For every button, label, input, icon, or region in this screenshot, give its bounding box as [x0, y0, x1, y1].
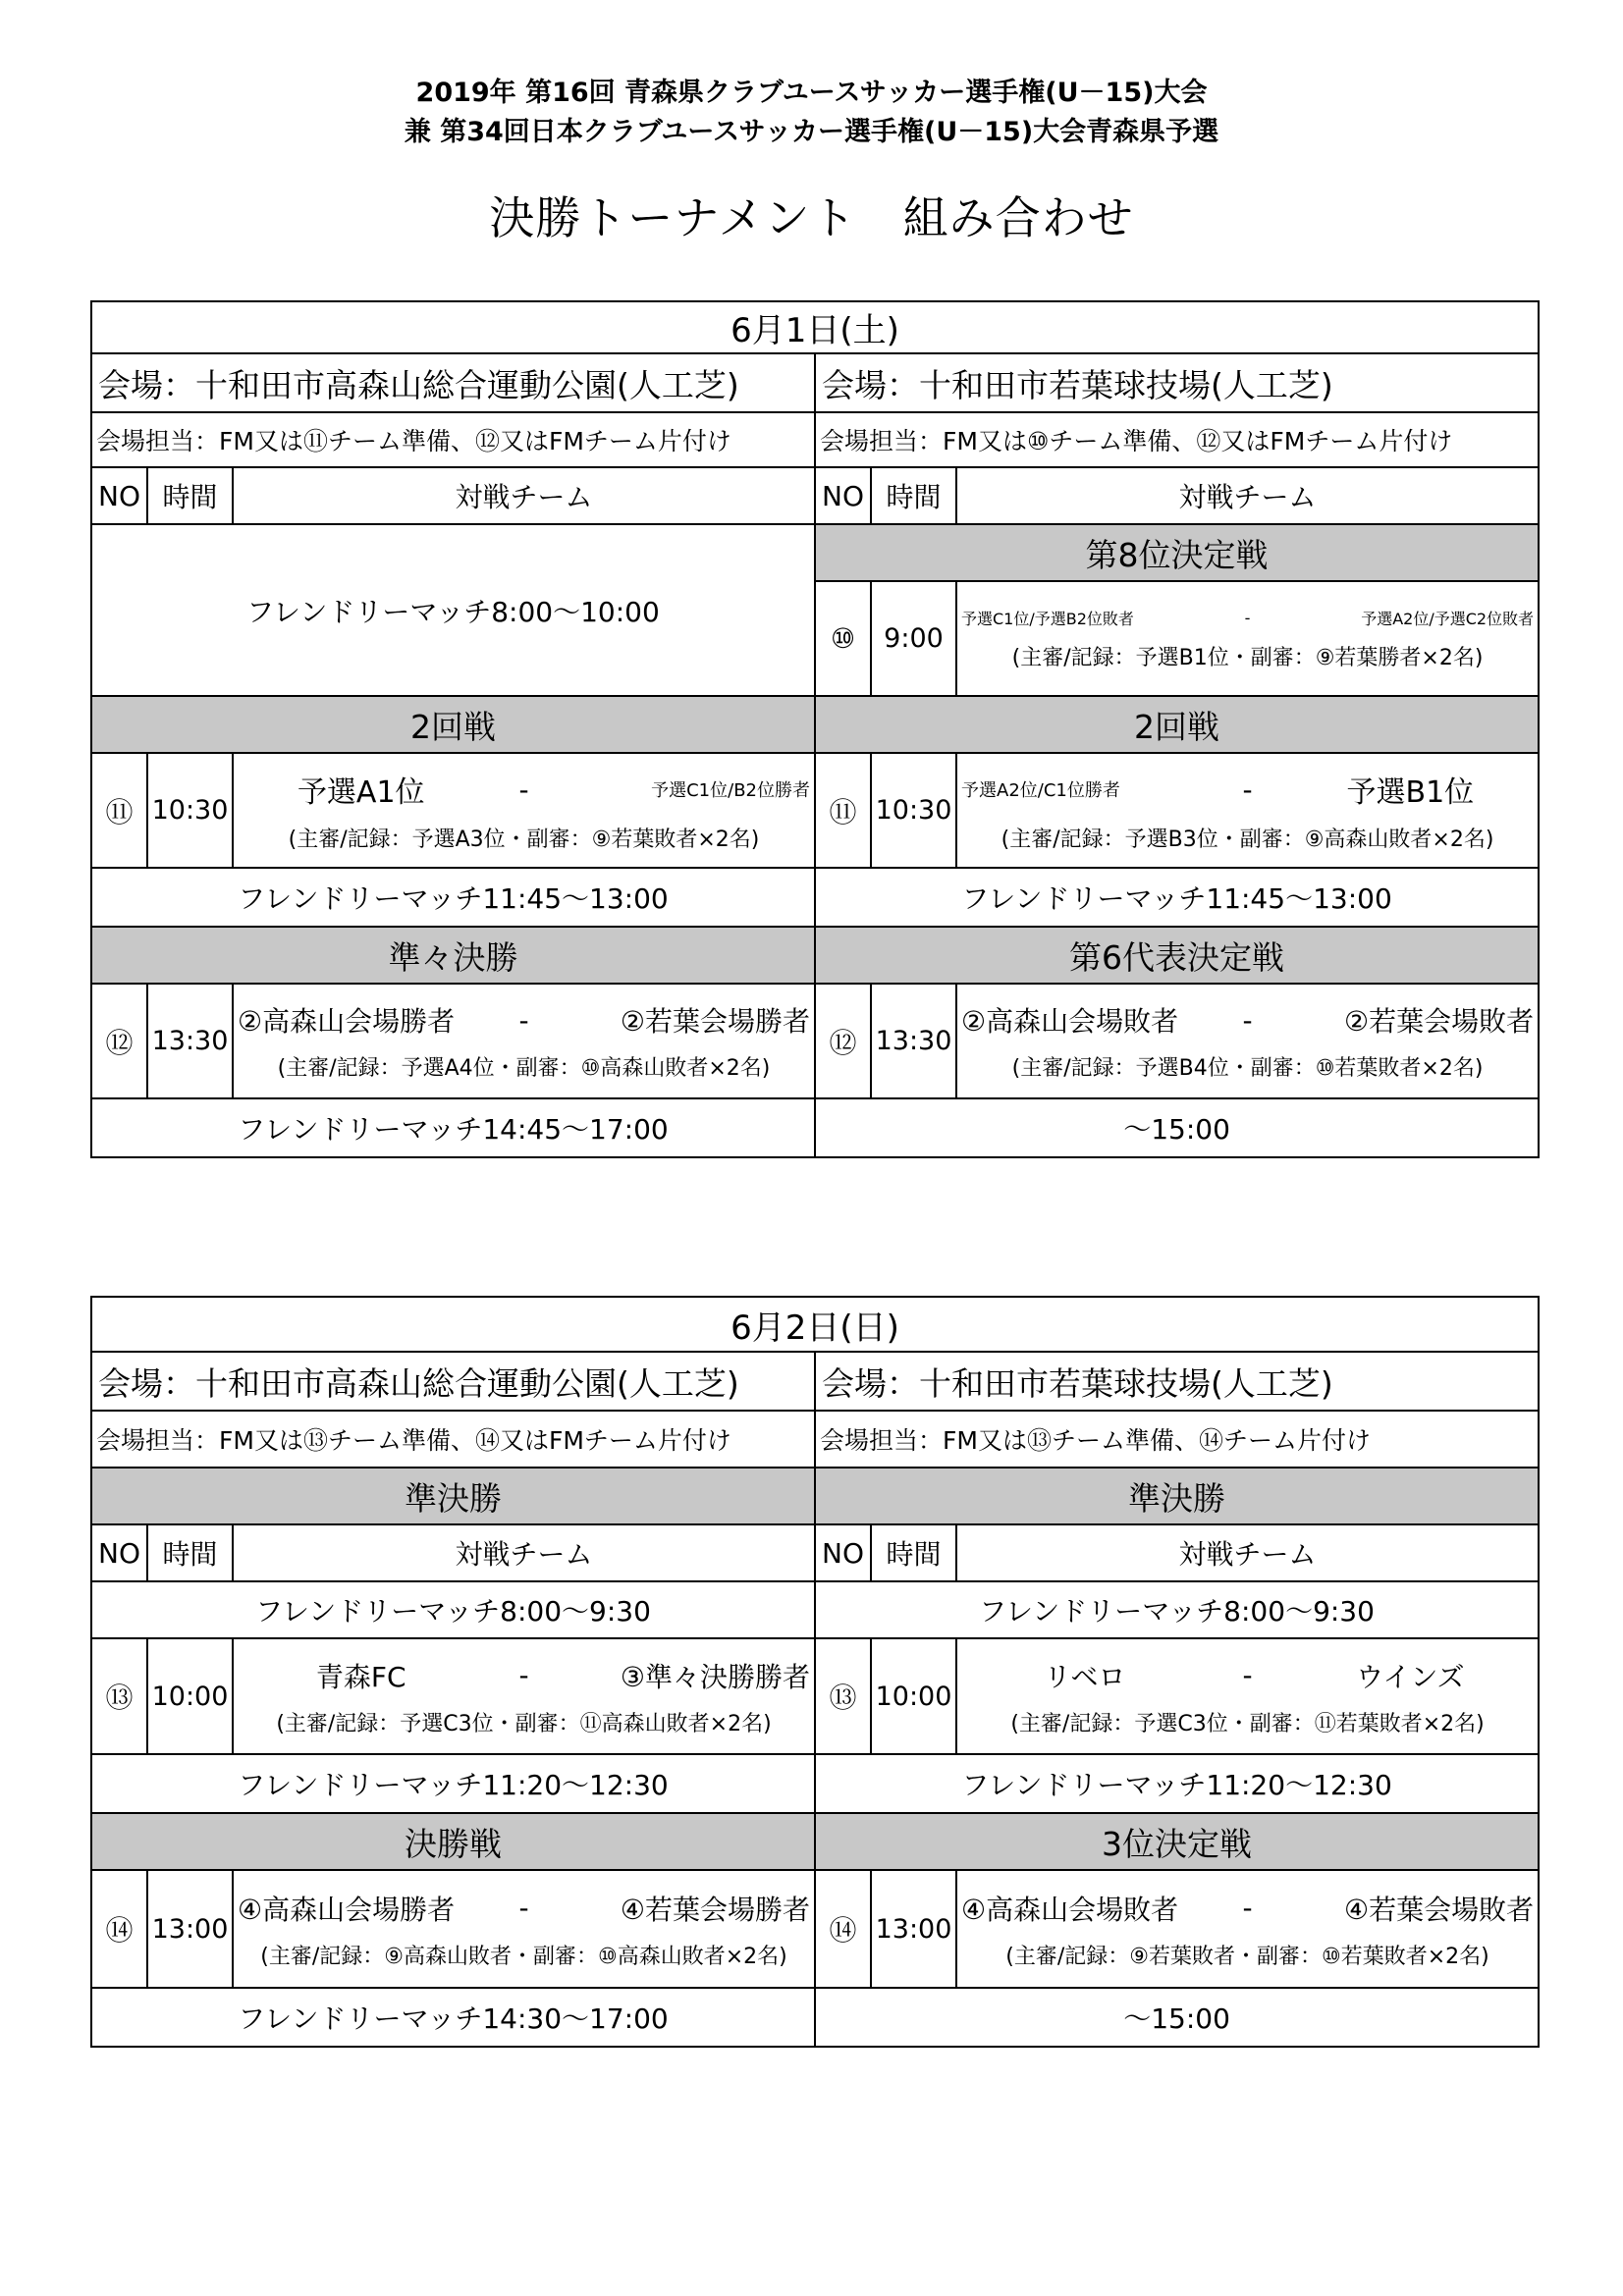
day2-left-venue: 会場：十和田市高森山総合運動公園(人工芝) [91, 1352, 815, 1411]
match-time: 10:00 [147, 1638, 233, 1754]
day1-right-section-6th-rep: 第6代表決定戦 [815, 927, 1539, 984]
day2-schedule-table [90, 1296, 1540, 2048]
day2-right-end-time: ～15:00 [815, 1988, 1539, 2047]
referee-note: (主審/記録：予選A4位・副審：⑩高森山敗者×2名) [277, 1056, 771, 1081]
match-m10 [956, 581, 1539, 696]
day2-right-friendly-match-1: フレンドリーマッチ8:00～9:30 [815, 1581, 1539, 1638]
day1-schedule-table [90, 300, 1540, 1158]
day2-right-venue: 会場：十和田市若葉球技場(人工芝) [815, 1352, 1539, 1411]
match-time: 10:30 [147, 753, 233, 868]
match-number: ⑫ [815, 984, 871, 1098]
match-time: 10:00 [871, 1638, 956, 1754]
day1-left-friendly-match-2: フレンドリーマッチ11:45～13:00 [91, 868, 815, 927]
referee-note: (主審/記録：予選A3位・副審：⑨若葉敗者×2名) [288, 828, 760, 852]
day1-right-manager: 会場担当：FM又は⑩チーム準備、⑫又はFMチーム片付け [815, 412, 1539, 467]
match-m11-left [233, 753, 815, 868]
match-number: ⑭ [815, 1870, 871, 1988]
day2-left-friendly-match-2: フレンドリーマッチ11:20～12:30 [91, 1754, 815, 1813]
col-teams: 対戦チーム [233, 1524, 815, 1581]
match-number: ⑪ [91, 753, 147, 868]
col-no: NO [91, 467, 147, 524]
home-team: 予選A2位/C1位勝者 [961, 780, 1120, 801]
home-team: ②高森山会場敗者 [961, 1005, 1179, 1038]
match-time: 13:00 [147, 1870, 233, 1988]
match-time: 13:30 [147, 984, 233, 1098]
match-number: ⑫ [91, 984, 147, 1098]
versus-dash: - [518, 1003, 529, 1037]
day1-left-manager: 会場担当：FM又は⑪チーム準備、⑫又はFMチーム片付け [91, 412, 815, 467]
match-time: 13:00 [871, 1870, 956, 1988]
col-teams: 対戦チーム [233, 467, 815, 524]
day2-left-friendly-match-3: フレンドリーマッチ14:30～17:00 [91, 1988, 815, 2047]
day2-right-section-semifinal: 準決勝 [815, 1468, 1539, 1524]
col-no: NO [91, 1524, 147, 1581]
page-title: 決勝トーナメント 組み合わせ [489, 191, 1134, 244]
match-time: 9:00 [871, 581, 956, 696]
day2-left-friendly-match-1: フレンドリーマッチ8:00～9:30 [91, 1581, 815, 1638]
referee-note: (主審/記録：⑨高森山敗者・副審：⑩高森山敗者×2名) [260, 1944, 787, 1969]
col-teams: 対戦チーム [956, 1524, 1539, 1581]
versus-dash: - [518, 1892, 529, 1924]
match-m14-right [956, 1870, 1539, 1988]
versus-dash: - [1242, 1003, 1253, 1037]
day2-left-section-final: 決勝戦 [91, 1813, 815, 1870]
col-time: 時間 [147, 467, 233, 524]
match-m13-right [956, 1638, 1539, 1754]
day1-right-section-round2: 2回戦 [815, 696, 1539, 753]
referee-note: (主審/記録：予選C3位・副審：⑪高森山敗者×2名) [276, 1711, 772, 1736]
match-m12-left [233, 984, 815, 1098]
day2-right-friendly-match-2: フレンドリーマッチ11:20～12:30 [815, 1754, 1539, 1813]
day1-left-friendly-match-3: フレンドリーマッチ14:45～17:00 [91, 1098, 815, 1157]
home-team: リベロ [1044, 1660, 1126, 1693]
col-time: 時間 [871, 467, 956, 524]
day2-right-section-3rd-place: 3位決定戦 [815, 1813, 1539, 1870]
away-team: ④若葉会場敗者 [1343, 1893, 1535, 1926]
away-team: ウインズ [1356, 1660, 1465, 1693]
home-team: 青森FC [315, 1660, 406, 1693]
match-number: ⑬ [815, 1638, 871, 1754]
match-m11-right [956, 753, 1539, 868]
day1-left-section-quarterfinal: 準々決勝 [91, 927, 815, 984]
referee-note: (主審/記録：⑨若葉敗者・副審：⑩若葉敗者×2名) [1005, 1944, 1489, 1969]
versus-dash: - [518, 1659, 529, 1691]
away-team: 予選B1位 [1346, 775, 1475, 810]
versus-dash: - [1242, 773, 1253, 806]
day2-date: 6月2日(日) [91, 1297, 1539, 1352]
day1-left-friendly-match-1: フレンドリーマッチ8:00～10:00 [91, 524, 815, 696]
away-team: 予選A2位/予選C2位敗者 [1361, 609, 1535, 628]
match-m13-left [233, 1638, 815, 1754]
home-team: ④高森山会場勝者 [238, 1893, 456, 1926]
match-number: ⑩ [815, 581, 871, 696]
day1-left-venue: 会場：十和田市高森山総合運動公園(人工芝) [91, 353, 815, 412]
versus-dash: - [518, 773, 529, 806]
day2-left-section-semifinal: 準決勝 [91, 1468, 815, 1524]
home-team: ②高森山会場勝者 [238, 1005, 456, 1038]
day1-right-section-8th-place: 第8位決定戦 [815, 524, 1539, 581]
match-m14-left [233, 1870, 815, 1988]
away-team: ②若葉会場敗者 [1343, 1005, 1535, 1038]
match-number: ⑭ [91, 1870, 147, 1988]
away-team: ③準々決勝勝者 [620, 1660, 810, 1693]
away-team: ④若葉会場勝者 [620, 1893, 810, 1926]
header-line-2: 兼 第34回日本クラブユースサッカー選手権(U－15)大会青森県予選 [404, 117, 1219, 147]
match-number: ⑬ [91, 1638, 147, 1754]
col-time: 時間 [147, 1524, 233, 1581]
match-time: 13:30 [871, 984, 956, 1098]
referee-note: (主審/記録：予選B3位・副審：⑨高森山敗者×2名) [1001, 828, 1494, 852]
versus-dash: - [1244, 608, 1251, 627]
match-m12-right [956, 984, 1539, 1098]
day1-right-venue: 会場：十和田市若葉球技場(人工芝) [815, 353, 1539, 412]
referee-note: (主審/記録：予選B1位・副審：⑨若葉勝者×2名) [1011, 645, 1484, 670]
col-teams: 対戦チーム [956, 467, 1539, 524]
day2-left-manager: 会場担当：FM又は⑬チーム準備、⑭又はFMチーム片付け [91, 1411, 815, 1468]
col-time: 時間 [871, 1524, 956, 1581]
col-no: NO [815, 1524, 871, 1581]
versus-dash: - [1242, 1659, 1253, 1691]
versus-dash: - [1242, 1892, 1253, 1924]
day2-right-manager: 会場担当：FM又は⑬チーム準備、⑭チーム片付け [815, 1411, 1539, 1468]
referee-note: (主審/記録：予選C3位・副審：⑪若葉敗者×2名) [1010, 1711, 1485, 1736]
day1-left-section-round2: 2回戦 [91, 696, 815, 753]
match-time: 10:30 [871, 753, 956, 868]
header-line-1: 2019年 第16回 青森県クラブユースサッカー選手権(U－15)大会 [415, 78, 1208, 108]
day1-right-end-time: ～15:00 [815, 1098, 1539, 1157]
col-no: NO [815, 467, 871, 524]
day1-right-friendly-match-2: フレンドリーマッチ11:45～13:00 [815, 868, 1539, 927]
referee-note: (主審/記録：予選B4位・副審：⑩若葉敗者×2名) [1011, 1056, 1484, 1081]
away-team: 予選C1位/B2位勝者 [651, 780, 810, 801]
home-team: 予選A1位 [297, 775, 425, 810]
home-team: 予選C1位/予選B2位敗者 [961, 609, 1134, 628]
day1-date: 6月1日(土) [91, 301, 1539, 353]
home-team: ④高森山会場敗者 [961, 1893, 1179, 1926]
match-number: ⑪ [815, 753, 871, 868]
away-team: ②若葉会場勝者 [620, 1005, 810, 1038]
